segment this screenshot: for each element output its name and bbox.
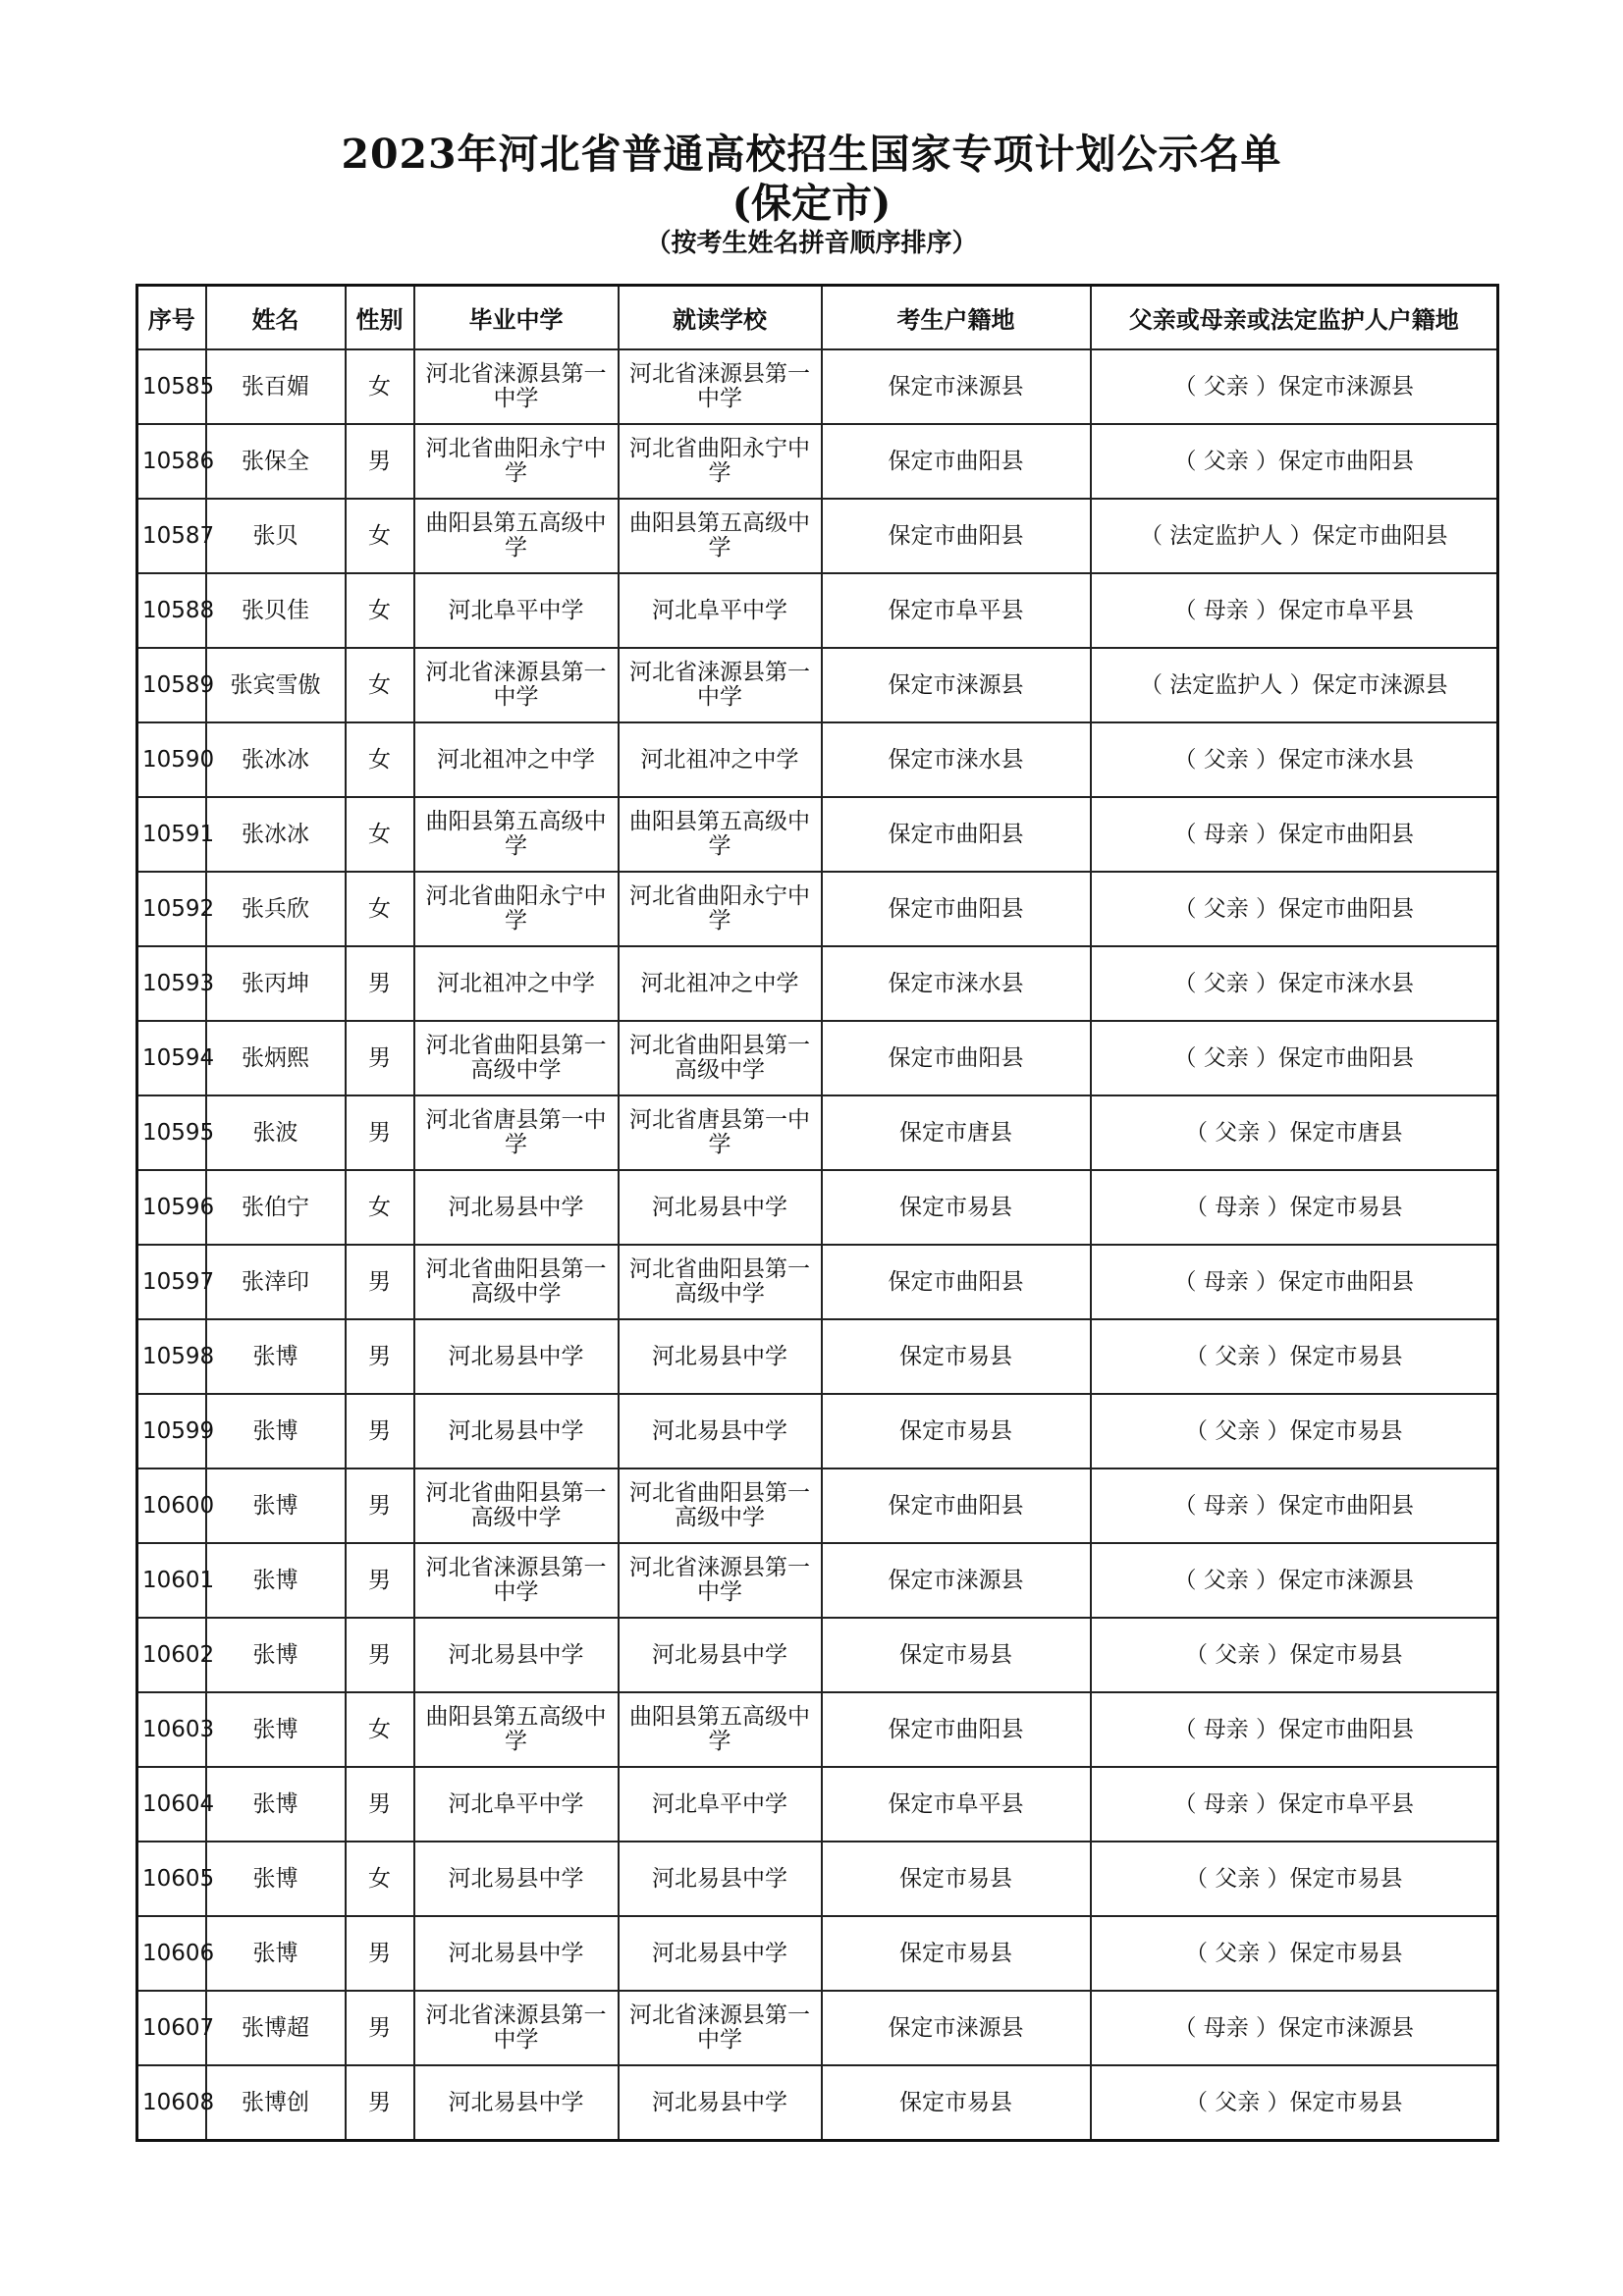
cell-name: 张博	[206, 1618, 346, 1692]
cell-graduated-school: 河北省涞源县第一中学	[414, 648, 619, 722]
cell-household-registration: 保定市易县	[822, 1916, 1091, 1991]
cell-gender: 男	[346, 1245, 414, 1319]
cell-household-registration: 保定市涞源县	[822, 349, 1091, 424]
cell-gender: 男	[346, 1916, 414, 1991]
table-header	[137, 286, 1498, 350]
cell-graduated-school: 河北易县中学	[414, 1916, 619, 1991]
cell-household-registration: 保定市唐县	[822, 1095, 1091, 1170]
cell-graduated-school: 河北易县中学	[414, 2065, 619, 2141]
cell-name: 张冰冰	[206, 797, 346, 872]
table-row	[137, 1245, 1498, 1319]
cell-current-school: 河北易县中学	[619, 2065, 822, 2141]
cell-guardian-registration: （ 法定监护人 ）保定市涞源县	[1091, 648, 1498, 722]
cell-household-registration: 保定市易县	[822, 1842, 1091, 1916]
cell-serial: 10600	[137, 1468, 206, 1543]
cell-serial: 10588	[137, 573, 206, 648]
cell-serial: 10603	[137, 1692, 206, 1767]
cell-graduated-school: 河北易县中学	[414, 1618, 619, 1692]
cell-name: 张丙坤	[206, 946, 346, 1021]
cell-serial: 10587	[137, 499, 206, 573]
table-body	[137, 349, 1498, 2141]
cell-serial: 10597	[137, 1245, 206, 1319]
cell-graduated-school: 曲阳县第五高级中学	[414, 797, 619, 872]
table-row	[137, 1319, 1498, 1394]
cell-graduated-school: 河北易县中学	[414, 1319, 619, 1394]
cell-household-registration: 保定市涞源县	[822, 1543, 1091, 1618]
table-row	[137, 1394, 1498, 1468]
cell-household-registration: 保定市易县	[822, 1170, 1091, 1245]
cell-household-registration: 保定市易县	[822, 1618, 1091, 1692]
cell-gender: 男	[346, 424, 414, 499]
table-row	[137, 797, 1498, 872]
cell-name: 张博	[206, 1394, 346, 1468]
table-row	[137, 1767, 1498, 1842]
cell-graduated-school: 河北省涞源县第一中学	[414, 1991, 619, 2065]
cell-household-registration: 保定市曲阳县	[822, 1245, 1091, 1319]
cell-current-school: 河北省涞源县第一中学	[619, 1991, 822, 2065]
cell-gender: 女	[346, 722, 414, 797]
cell-graduated-school: 河北易县中学	[414, 1394, 619, 1468]
cell-household-registration: 保定市涞源县	[822, 648, 1091, 722]
cell-guardian-registration: （ 父亲 ）保定市曲阳县	[1091, 872, 1498, 946]
cell-serial: 10604	[137, 1767, 206, 1842]
cell-current-school: 河北易县中学	[619, 1394, 822, 1468]
cell-guardian-registration: （ 母亲 ）保定市曲阳县	[1091, 1692, 1498, 1767]
cell-household-registration: 保定市涞水县	[822, 946, 1091, 1021]
cell-name: 张百媚	[206, 349, 346, 424]
table-row	[137, 722, 1498, 797]
cell-guardian-registration: （ 母亲 ）保定市阜平县	[1091, 1767, 1498, 1842]
cell-name: 张博创	[206, 2065, 346, 2141]
cell-gender: 女	[346, 499, 414, 573]
cell-name: 张宾雪傲	[206, 648, 346, 722]
cell-gender: 男	[346, 1319, 414, 1394]
cell-serial: 10586	[137, 424, 206, 499]
cell-guardian-registration: （ 母亲 ）保定市易县	[1091, 1170, 1498, 1245]
cell-current-school: 河北省涞源县第一中学	[619, 349, 822, 424]
cell-gender: 男	[346, 1543, 414, 1618]
cell-guardian-registration: （ 父亲 ）保定市曲阳县	[1091, 1021, 1498, 1095]
table-row	[137, 1095, 1498, 1170]
cell-serial: 10606	[137, 1916, 206, 1991]
cell-household-registration: 保定市易县	[822, 1394, 1091, 1468]
cell-gender: 女	[346, 1170, 414, 1245]
header-guardian-registration: 父亲或母亲或法定监护人户籍地	[1091, 286, 1498, 350]
cell-current-school: 河北省曲阳县第一高级中学	[619, 1468, 822, 1543]
cell-current-school: 河北省曲阳县第一高级中学	[619, 1245, 822, 1319]
header-household-registration: 考生户籍地	[822, 286, 1091, 350]
header-serial: 序号	[137, 286, 206, 350]
cell-gender: 男	[346, 1468, 414, 1543]
cell-graduated-school: 河北易县中学	[414, 1842, 619, 1916]
cell-name: 张博	[206, 1692, 346, 1767]
cell-current-school: 河北省曲阳县第一高级中学	[619, 1021, 822, 1095]
cell-serial: 10594	[137, 1021, 206, 1095]
cell-name: 张涬印	[206, 1245, 346, 1319]
cell-gender: 男	[346, 1394, 414, 1468]
table-row	[137, 1170, 1498, 1245]
cell-serial: 10607	[137, 1991, 206, 2065]
cell-graduated-school: 河北省涞源县第一中学	[414, 349, 619, 424]
cell-guardian-registration: （ 母亲 ）保定市曲阳县	[1091, 1468, 1498, 1543]
cell-graduated-school: 曲阳县第五高级中学	[414, 1692, 619, 1767]
cell-serial: 10605	[137, 1842, 206, 1916]
cell-current-school: 河北易县中学	[619, 1319, 822, 1394]
sort-note: （按考生姓名拼音顺序排序）	[645, 229, 978, 258]
cell-graduated-school: 河北阜平中学	[414, 573, 619, 648]
cell-name: 张博	[206, 1468, 346, 1543]
cell-name: 张波	[206, 1095, 346, 1170]
cell-name: 张博	[206, 1767, 346, 1842]
table-row	[137, 946, 1498, 1021]
cell-serial: 10595	[137, 1095, 206, 1170]
cell-serial: 10608	[137, 2065, 206, 2141]
cell-current-school: 曲阳县第五高级中学	[619, 1692, 822, 1767]
table-row	[137, 1842, 1498, 1916]
cell-name: 张博	[206, 1916, 346, 1991]
table-row	[137, 1692, 1498, 1767]
cell-gender: 女	[346, 573, 414, 648]
table-row	[137, 1916, 1498, 1991]
cell-guardian-registration: （ 父亲 ）保定市易县	[1091, 1842, 1498, 1916]
cell-gender: 女	[346, 1692, 414, 1767]
cell-current-school: 曲阳县第五高级中学	[619, 797, 822, 872]
cell-name: 张博	[206, 1842, 346, 1916]
cell-current-school: 河北祖冲之中学	[619, 722, 822, 797]
cell-guardian-registration: （ 母亲 ）保定市涞源县	[1091, 1991, 1498, 2065]
cell-guardian-registration: （ 父亲 ）保定市易县	[1091, 1916, 1498, 1991]
cell-graduated-school: 河北省涞源县第一中学	[414, 1543, 619, 1618]
cell-serial: 10602	[137, 1618, 206, 1692]
cell-household-registration: 保定市曲阳县	[822, 1692, 1091, 1767]
cell-current-school: 河北祖冲之中学	[619, 946, 822, 1021]
cell-household-registration: 保定市曲阳县	[822, 872, 1091, 946]
document-subtitle: (保定市)	[731, 180, 892, 227]
table-row	[137, 872, 1498, 946]
cell-name: 张贝	[206, 499, 346, 573]
cell-serial: 10585	[137, 349, 206, 424]
cell-graduated-school: 河北省曲阳永宁中学	[414, 424, 619, 499]
cell-graduated-school: 河北省曲阳永宁中学	[414, 872, 619, 946]
cell-serial: 10591	[137, 797, 206, 872]
cell-gender: 男	[346, 1095, 414, 1170]
cell-serial: 10598	[137, 1319, 206, 1394]
cell-guardian-registration: （ 母亲 ）保定市曲阳县	[1091, 797, 1498, 872]
cell-guardian-registration: （ 母亲 ）保定市曲阳县	[1091, 1245, 1498, 1319]
cell-guardian-registration: （ 父亲 ）保定市易县	[1091, 2065, 1498, 2141]
cell-guardian-registration: （ 法定监护人 ）保定市曲阳县	[1091, 499, 1498, 573]
cell-gender: 女	[346, 648, 414, 722]
cell-gender: 男	[346, 1618, 414, 1692]
cell-guardian-registration: （ 父亲 ）保定市唐县	[1091, 1095, 1498, 1170]
cell-name: 张保全	[206, 424, 346, 499]
header-graduated-school: 毕业中学	[414, 286, 619, 350]
cell-household-registration: 保定市曲阳县	[822, 424, 1091, 499]
cell-gender: 女	[346, 349, 414, 424]
cell-guardian-registration: （ 父亲 ）保定市涞水县	[1091, 946, 1498, 1021]
cell-gender: 男	[346, 1021, 414, 1095]
table-row	[137, 1021, 1498, 1095]
cell-current-school: 河北省唐县第一中学	[619, 1095, 822, 1170]
cell-name: 张炳熙	[206, 1021, 346, 1095]
cell-gender: 女	[346, 872, 414, 946]
cell-gender: 男	[346, 2065, 414, 2141]
cell-gender: 男	[346, 946, 414, 1021]
cell-household-registration: 保定市易县	[822, 1319, 1091, 1394]
table-row	[137, 2065, 1498, 2141]
cell-current-school: 河北易县中学	[619, 1842, 822, 1916]
cell-guardian-registration: （ 父亲 ）保定市涞源县	[1091, 1543, 1498, 1618]
cell-household-registration: 保定市涞源县	[822, 1991, 1091, 2065]
cell-current-school: 河北阜平中学	[619, 573, 822, 648]
header-name: 姓名	[206, 286, 346, 350]
cell-serial: 10592	[137, 872, 206, 946]
cell-graduated-school: 河北省曲阳县第一高级中学	[414, 1245, 619, 1319]
cell-graduated-school: 河北省曲阳县第一高级中学	[414, 1468, 619, 1543]
cell-guardian-registration: （ 母亲 ）保定市阜平县	[1091, 573, 1498, 648]
cell-name: 张博	[206, 1319, 346, 1394]
cell-household-registration: 保定市阜平县	[822, 1767, 1091, 1842]
cell-gender: 女	[346, 1842, 414, 1916]
cell-guardian-registration: （ 父亲 ）保定市曲阳县	[1091, 424, 1498, 499]
roster-table	[135, 284, 1499, 2142]
cell-graduated-school: 河北祖冲之中学	[414, 946, 619, 1021]
table-row	[137, 1543, 1498, 1618]
table-row	[137, 349, 1498, 424]
cell-current-school: 河北省涞源县第一中学	[619, 648, 822, 722]
table-row	[137, 573, 1498, 648]
cell-serial: 10596	[137, 1170, 206, 1245]
cell-household-registration: 保定市曲阳县	[822, 1021, 1091, 1095]
table-row	[137, 1468, 1498, 1543]
cell-name: 张贝佳	[206, 573, 346, 648]
cell-name: 张博	[206, 1543, 346, 1618]
cell-current-school: 河北易县中学	[619, 1170, 822, 1245]
cell-current-school: 河北省曲阳永宁中学	[619, 424, 822, 499]
cell-gender: 女	[346, 797, 414, 872]
cell-current-school: 河北易县中学	[619, 1618, 822, 1692]
document-title: 2023年河北省普通高校招生国家专项计划公示名单	[341, 131, 1282, 178]
cell-household-registration: 保定市曲阳县	[822, 1468, 1091, 1543]
cell-graduated-school: 河北祖冲之中学	[414, 722, 619, 797]
cell-graduated-school: 河北阜平中学	[414, 1767, 619, 1842]
cell-graduated-school: 河北易县中学	[414, 1170, 619, 1245]
cell-current-school: 河北省涞源县第一中学	[619, 1543, 822, 1618]
cell-current-school: 河北省曲阳永宁中学	[619, 872, 822, 946]
cell-current-school: 河北阜平中学	[619, 1767, 822, 1842]
cell-serial: 10599	[137, 1394, 206, 1468]
cell-serial: 10593	[137, 946, 206, 1021]
cell-current-school: 河北易县中学	[619, 1916, 822, 1991]
cell-serial: 10589	[137, 648, 206, 722]
table-row	[137, 499, 1498, 573]
cell-graduated-school: 河北省曲阳县第一高级中学	[414, 1021, 619, 1095]
table-row	[137, 648, 1498, 722]
cell-graduated-school: 河北省唐县第一中学	[414, 1095, 619, 1170]
cell-name: 张冰冰	[206, 722, 346, 797]
header-current-school: 就读学校	[619, 286, 822, 350]
cell-serial: 10590	[137, 722, 206, 797]
cell-guardian-registration: （ 父亲 ）保定市易县	[1091, 1618, 1498, 1692]
cell-name: 张博超	[206, 1991, 346, 2065]
cell-graduated-school: 曲阳县第五高级中学	[414, 499, 619, 573]
cell-household-registration: 保定市易县	[822, 2065, 1091, 2141]
cell-guardian-registration: （ 父亲 ）保定市易县	[1091, 1319, 1498, 1394]
header-gender: 性别	[346, 286, 414, 350]
table-row	[137, 424, 1498, 499]
cell-serial: 10601	[137, 1543, 206, 1618]
cell-household-registration: 保定市涞水县	[822, 722, 1091, 797]
cell-guardian-registration: （ 父亲 ）保定市涞源县	[1091, 349, 1498, 424]
cell-household-registration: 保定市曲阳县	[822, 797, 1091, 872]
table-row	[137, 1991, 1498, 2065]
cell-household-registration: 保定市曲阳县	[822, 499, 1091, 573]
table-row	[137, 1618, 1498, 1692]
cell-gender: 男	[346, 1991, 414, 2065]
cell-gender: 男	[346, 1767, 414, 1842]
cell-current-school: 曲阳县第五高级中学	[619, 499, 822, 573]
cell-name: 张伯宁	[206, 1170, 346, 1245]
cell-household-registration: 保定市阜平县	[822, 573, 1091, 648]
header-row	[137, 286, 1498, 350]
cell-guardian-registration: （ 父亲 ）保定市涞水县	[1091, 722, 1498, 797]
cell-guardian-registration: （ 父亲 ）保定市易县	[1091, 1394, 1498, 1468]
cell-name: 张兵欣	[206, 872, 346, 946]
